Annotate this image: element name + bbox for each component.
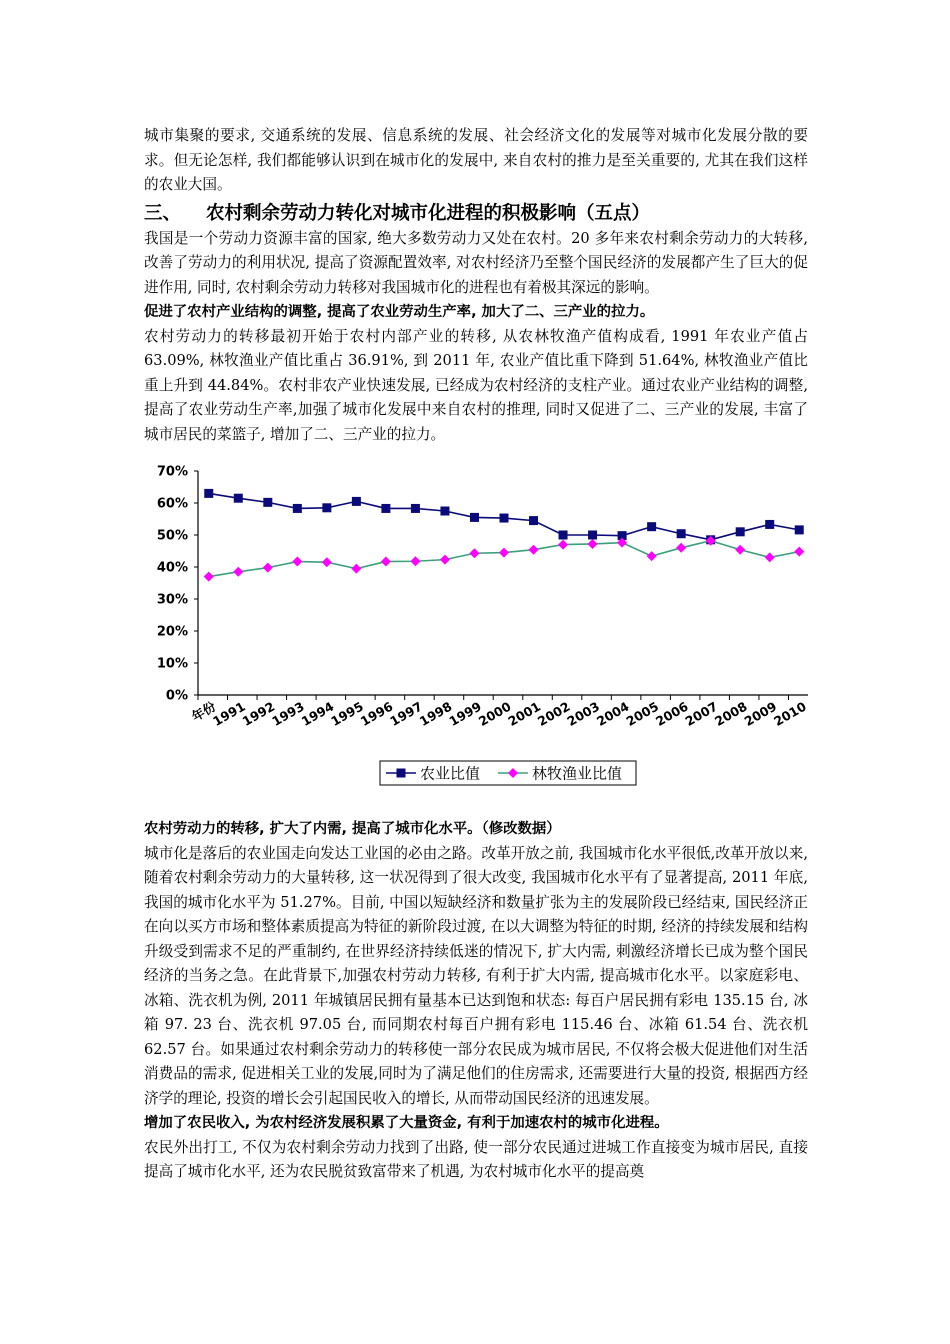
x-tick-label: 2004 (593, 698, 632, 729)
data-point (233, 567, 243, 577)
x-tick-label: 1996 (357, 698, 396, 729)
data-point (559, 531, 568, 540)
data-point (765, 520, 774, 529)
data-point (263, 563, 273, 573)
data-point (440, 555, 450, 565)
x-tick-label: 2005 (623, 698, 662, 729)
data-point (440, 507, 449, 516)
data-point (647, 522, 656, 531)
data-point (322, 503, 331, 512)
x-tick-label: 2001 (505, 698, 544, 729)
point1-heading: 促进了农村产业结构的调整, 提高了农业劳动生产率, 加大了二、三产业的拉力。 (144, 304, 655, 320)
x-tick-label: 1991 (210, 698, 248, 729)
data-point (204, 572, 214, 582)
legend-label-forestry: 林牧渔业比值 (532, 764, 623, 783)
data-point (204, 489, 213, 498)
data-point (322, 557, 332, 567)
data-point (795, 525, 804, 534)
data-point (352, 497, 361, 506)
y-tick-label: 30% (156, 592, 188, 608)
data-point (529, 545, 539, 555)
data-point (735, 545, 745, 555)
x-tick-label: 1992 (239, 698, 278, 729)
data-point (647, 551, 657, 561)
y-tick-label: 50% (156, 528, 188, 544)
section-intro: 我国是一个劳动力资源丰富的国家, 绝大多数劳动力又处在农村。20 多年来农村剩余劳动力的大转移, 改善了劳动力的利用状况, 提高了资源配置效率, 对农村经济乃至整个国民经济的发展都产生了巨大的促进作用, 同时, 农村剩余劳动力转移对我国城市化的进程也有着极其深远的影响。 (144, 229, 808, 296)
x-tick-label: 2002 (534, 698, 573, 729)
x-tick-label: 2003 (564, 698, 603, 729)
data-point (676, 543, 686, 553)
data-point (292, 557, 302, 567)
data-point (470, 513, 479, 522)
chart-svg (144, 459, 808, 809)
line-chart (144, 459, 808, 809)
intro-paragraph: 城市集聚的要求, 交通系统的发展、信息系统的发展、社会经济文化的发展等对城市化发展分散的要求。但无论怎样, 我们都能够认识到在城市化的发展中, 来自农村的推力是至关重要的, 尤其在我们这样的农业大国。 (144, 127, 808, 193)
data-point (558, 540, 568, 550)
x-tick-label: 2008 (712, 698, 750, 729)
point3-heading: 增加了农民收入, 为农村经济发展积累了大量资金, 有利于加速农村的城市化进程。 (144, 1115, 669, 1131)
data-point (381, 557, 391, 567)
data-point (499, 548, 509, 558)
legend-label-agriculture: 农业比值 (420, 764, 481, 783)
point2-body: 城市化是落后的农业国走向发达工业国的必由之路。改革开放之前, 我国城市化水平很低,改革开放以来, 随着农村剩余劳动力的大量转移, 这一状况得到了很大改变, 我国城市化水平有了显著提高, 2011 年底, 我国的城市化水平为 51.27%。目前, 中国以短缺经济和数量扩张为主的发展阶段已经结束, 国民经济正在向以买方市场和整体素质提高为特征的新阶段过渡, 在以大调整为特征的时期, 经济的持续发展和结构升级受到需求不足的严重制约, 在世界经济持续低迷的情况下, 扩大内需, 刺激经济增长已成为整个国民经济的当务之急。在此背景下,加强农村劳动力转移, 有利于扩大内需, 提高城市化水平。以家庭彩电、冰箱、洗衣机为例, 2011 年城镇居民拥有量基本已达到饱和状态: 每百户居民拥有彩电 135.15 台, 冰箱 97. 23 台、洗衣机 97.05 台, 而同期农村每百户拥有彩电 115.46 台、冰箱 61.54 台、洗衣机 62.57 台。如果通过农村剩余劳动力的转移使一部分农民成为城市居民, 不仅将会极大促进他们对生活消费品的需求, 促进相关工业的发展,同时为了满足他们的住房需求, 还需要进行大量的投资, 根据西方经济学的理论, 投资的增长会引起国民收入的增长, 从而带动国民经济的迅速发展。 (144, 844, 808, 1107)
y-tick-label: 20% (156, 624, 188, 640)
point3-body: 农民外出打工, 不仅为农村剩余劳动力找到了出路, 使一部分农民通过进城工作直接变为城市居民, 直接提高了城市化水平, 还为农民脱贫致富带来了机遇, 为农村城市化水平的提高奠 (144, 1138, 808, 1180)
section-number: 三、 (144, 202, 182, 224)
y-tick-label: 0% (165, 688, 188, 704)
y-tick-label: 70% (156, 464, 188, 480)
y-tick-label: 10% (156, 656, 188, 672)
y-tick-label: 40% (156, 560, 188, 576)
data-point (529, 516, 538, 525)
data-point (736, 527, 745, 536)
x-tick-label: 2000 (475, 698, 514, 729)
x-tick-label: 1999 (446, 698, 484, 729)
point2-heading: 农村劳动力的转移, 扩大了内需, 提高了城市化水平。（修改数据） (144, 821, 561, 837)
data-point (765, 552, 775, 562)
data-point (677, 529, 686, 538)
data-point (411, 504, 420, 513)
document-page (144, 124, 808, 1185)
data-point (293, 504, 302, 513)
data-point (500, 514, 509, 523)
point1-body: 农村劳动力的转移最初开始于农村内部产业的转移, 从农林牧渔产值构成看, 1991 年农业产值占 63.09%, 林牧渔业产值比重占 36.91%, 到 2011 年, 农业产值比重下降到 51.64%, 林牧渔业产值比重上升到 44.84%。农村非农产业快速发展, 已经成为农村经济的支柱产业。通过农业产业结构的调整, 提高了农业劳动生产率,加强了城市化发展中来自农村的推理, 同时又促进了二、三产业的发展, 丰富了城市居民的菜篮子, 增加了二、三产业的拉力。 (144, 327, 808, 443)
x-tick-label: 1998 (416, 698, 455, 729)
data-point (469, 548, 479, 558)
x-tick-label: 2009 (741, 698, 780, 729)
data-point (351, 564, 361, 574)
x-tick-label: 年份 (189, 698, 219, 725)
x-tick-label: 2010 (771, 698, 808, 729)
x-tick-label: 1994 (298, 698, 337, 729)
data-point (588, 531, 597, 540)
legend-marker-agriculture (397, 769, 406, 778)
x-tick-label: 2007 (682, 698, 721, 729)
section-title: 农村剩余劳动力转化对城市化进程的积极影响（五点） (206, 202, 651, 224)
section-heading (144, 200, 808, 227)
x-tick-label: 1997 (387, 698, 425, 729)
data-point (588, 539, 598, 549)
data-point (234, 494, 243, 503)
data-point (381, 504, 390, 513)
x-tick-label: 1993 (269, 698, 307, 729)
y-tick-label: 60% (156, 496, 188, 512)
data-point (794, 547, 804, 557)
x-tick-label: 1995 (328, 698, 366, 729)
x-tick-label: 2006 (653, 698, 691, 729)
data-point (263, 498, 272, 507)
data-point (410, 556, 420, 566)
